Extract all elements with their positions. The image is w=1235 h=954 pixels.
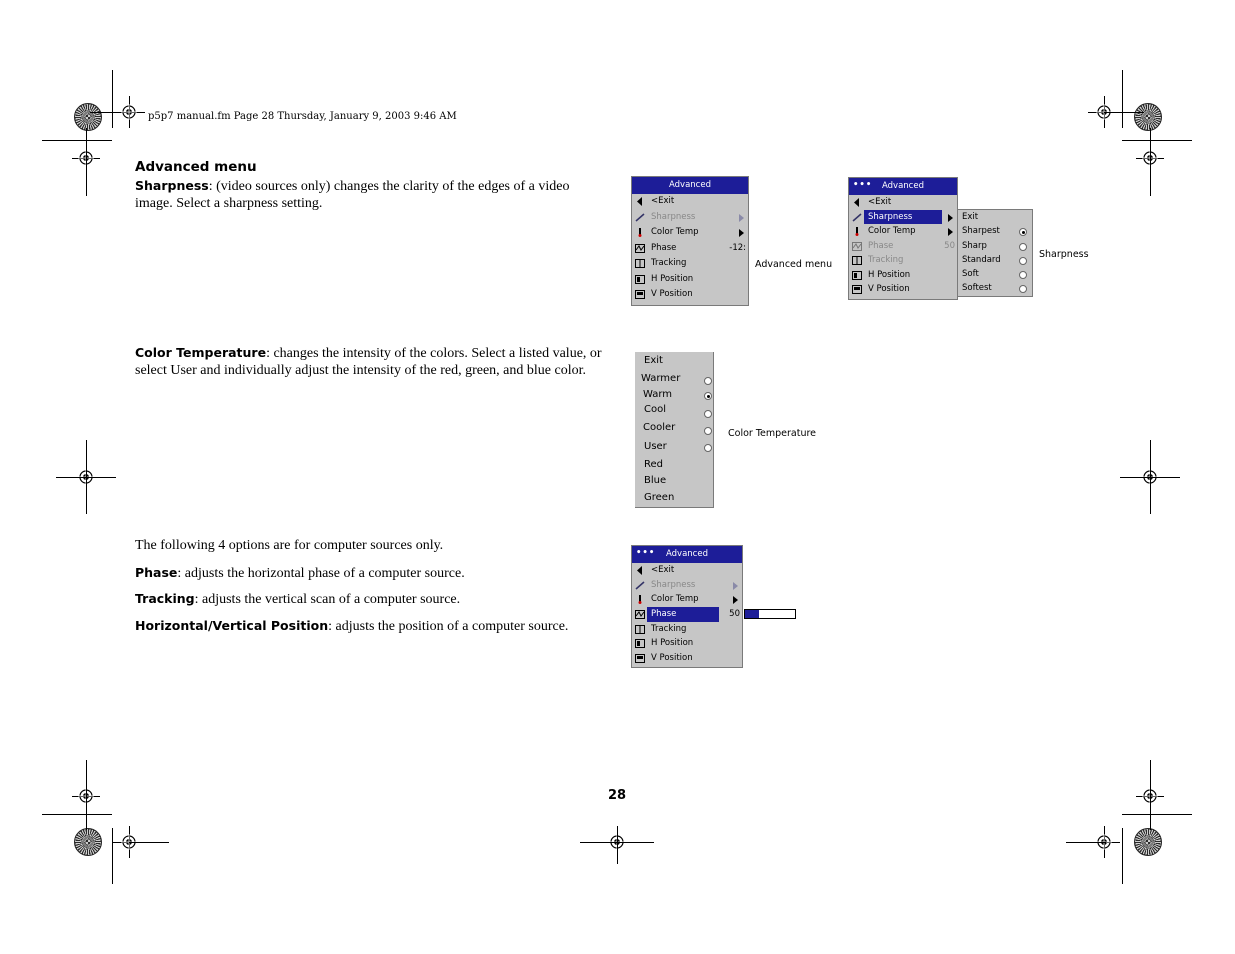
dots-icon: •••: [636, 548, 656, 558]
v-position-icon: [635, 654, 645, 663]
phase-icon: [635, 610, 645, 619]
submenu-arrow-icon: [733, 596, 738, 604]
submenu-arrow-icon: [733, 582, 738, 590]
back-arrow-icon: [635, 566, 645, 575]
submenu-arrow-icon: [739, 214, 744, 222]
thermometer-icon: [852, 227, 862, 236]
color-temperature-paragraph: [135, 344, 605, 379]
menu-item-v-position[interactable]: V Position: [632, 651, 742, 666]
starburst-target-icon: [1134, 828, 1162, 856]
sharpness-menu-screenshot: [848, 177, 958, 300]
h-position-icon: [635, 275, 645, 284]
menu-title: ••• Advanced: [632, 546, 742, 563]
phase-slider-fill: [745, 610, 759, 618]
v-position-icon: [635, 290, 645, 299]
color-temp-green[interactable]: Green: [644, 492, 675, 503]
color-temp-option-warmer[interactable]: Warmer: [641, 373, 681, 384]
menu-item-sharpness[interactable]: Sharpness: [849, 210, 957, 225]
crop-line: [42, 140, 112, 141]
h-position-icon: [635, 639, 645, 648]
crop-line: [42, 814, 112, 815]
file-header: p5p7 manual.fm Page 28 Thursday, January 9, 2003 9:46 AM: [148, 111, 457, 122]
crop-line: [86, 128, 87, 196]
crop-line: [1120, 477, 1180, 478]
brush-icon: [635, 213, 645, 222]
crop-line: [56, 477, 116, 478]
crop-line: [90, 112, 112, 113]
color-temp-option-cooler[interactable]: Cooler: [643, 422, 676, 433]
phase-icon: [635, 244, 645, 253]
caption-advanced-menu: Advanced menu: [755, 259, 833, 270]
menu-item-color-temp[interactable]: Color Temp: [849, 224, 957, 239]
menu-item-color-temp[interactable]: Color Temp: [632, 592, 742, 607]
menu-item-sharpness[interactable]: Sharpness: [632, 210, 748, 226]
crop-line: [1066, 842, 1106, 843]
caption-sharpness: Sharpness: [1039, 249, 1089, 260]
back-arrow-icon: [635, 197, 645, 206]
dots-icon: •••: [853, 180, 873, 190]
radio-icon: [704, 377, 712, 385]
color-temp-exit[interactable]: Exit: [644, 355, 663, 366]
phase-term: Phase: [135, 565, 178, 580]
thermometer-icon: [635, 228, 645, 237]
menu-item-exit[interactable]: <Exit: [632, 563, 742, 578]
tracking-term: Tracking: [135, 591, 195, 606]
color-temp-red[interactable]: Red: [644, 459, 663, 470]
tracking-text: : adjusts the vertical scan of a computer source.: [194, 592, 461, 607]
position-paragraph: [135, 617, 568, 635]
menu-item-tracking[interactable]: Tracking: [632, 622, 742, 637]
sharpness-option-sharpest[interactable]: Sharpest: [958, 224, 1032, 238]
menu-item-v-position[interactable]: V Position: [632, 287, 748, 303]
phase-value: 50: [729, 609, 740, 620]
menu-item-exit[interactable]: <Exit: [632, 194, 748, 210]
menu-title: Advanced: [632, 177, 748, 194]
phase-text: : adjusts the horizontal phase of a computer source.: [177, 566, 465, 581]
crop-line: [112, 828, 113, 884]
menu-item-h-position[interactable]: H Position: [849, 268, 957, 283]
radio-icon: [704, 427, 712, 435]
menu-item-color-temp[interactable]: Color Temp: [632, 225, 748, 241]
crop-line: [1122, 140, 1192, 141]
crop-line: [1150, 760, 1151, 830]
phase-slider[interactable]: [744, 609, 796, 619]
starburst-target-icon: [74, 103, 102, 131]
crop-line: [1150, 128, 1151, 196]
phase-value: -12:: [729, 242, 746, 253]
starburst-target-icon: [74, 828, 102, 856]
phase-value: 50: [944, 240, 955, 251]
submenu-arrow-icon: [948, 214, 953, 222]
sharpness-submenu: [957, 209, 1033, 297]
sharpness-term: Sharpness: [135, 178, 209, 193]
brush-icon: [852, 213, 862, 222]
radio-selected-icon: [1019, 228, 1027, 236]
crop-line: [112, 70, 113, 128]
h-position-icon: [852, 271, 862, 280]
sharpness-option-soft[interactable]: Soft: [958, 267, 1032, 281]
color-temp-option-warm[interactable]: Warm: [643, 389, 673, 400]
tracking-icon: [852, 256, 862, 265]
tracking-icon: [635, 625, 645, 634]
menu-item-exit[interactable]: <Exit: [849, 195, 957, 210]
radio-icon: [1019, 243, 1027, 251]
registration-target-icon: [121, 104, 137, 120]
color-temp-option-cool[interactable]: Cool: [644, 404, 666, 415]
v-position-icon: [852, 285, 862, 294]
menu-item-h-position[interactable]: H Position: [632, 636, 742, 651]
submenu-arrow-icon: [948, 228, 953, 236]
advanced-menu-screenshot: [631, 176, 749, 306]
brush-icon: [635, 581, 645, 590]
sharpness-option-sharp[interactable]: Sharp: [958, 239, 1032, 253]
radio-icon: [1019, 271, 1027, 279]
crop-line: [129, 842, 169, 843]
phase-menu-screenshot: [631, 545, 743, 668]
computer-note: The following 4 options are for computer sources only.: [135, 538, 444, 553]
submenu-arrow-icon: [739, 229, 744, 237]
radio-icon: [704, 444, 712, 452]
page-number: 28: [608, 788, 627, 803]
thermometer-icon: [635, 595, 645, 604]
crop-line: [86, 760, 87, 830]
sharpness-text: : (video sources only) changes the clarity of the edges of a video image. Select a sharpness setting.: [135, 179, 570, 211]
radio-icon: [704, 410, 712, 418]
sharpness-paragraph: [135, 177, 605, 212]
back-arrow-icon: [852, 198, 862, 207]
tracking-icon: [635, 259, 645, 268]
position-text: : adjusts the position of a computer source.: [328, 619, 569, 634]
menu-item-v-position[interactable]: V Position: [849, 282, 957, 297]
phase-paragraph: [135, 564, 465, 582]
sharpness-option-standard[interactable]: Standard: [958, 253, 1032, 267]
menu-item-phase[interactable]: Phase -12:: [632, 241, 748, 257]
sharpness-option-softest[interactable]: Softest: [958, 281, 1032, 295]
phase-icon: [852, 242, 862, 251]
color-temperature-text: : changes the intensity of the colors. Select a listed value, or select User and individually adjust the intensity of the red, green, and blue color.: [135, 346, 602, 378]
starburst-target-icon: [1134, 103, 1162, 131]
caption-color-temperature: Color Temperature: [728, 428, 817, 439]
crop-line: [617, 828, 618, 864]
menu-item-phase[interactable]: Phase 50: [632, 607, 742, 622]
menu-item-h-position[interactable]: H Position: [632, 272, 748, 288]
crop-line: [1122, 814, 1192, 815]
color-temp-option-user[interactable]: User: [644, 441, 667, 452]
tracking-paragraph: [135, 590, 460, 608]
crop-line: [1122, 828, 1123, 884]
section-heading: Advanced menu: [135, 159, 257, 175]
menu-item-sharpness[interactable]: Sharpness: [632, 578, 742, 593]
color-temperature-term: Color Temperature: [135, 345, 267, 360]
position-term: Horizontal/Vertical Position: [135, 618, 329, 633]
submenu-exit[interactable]: Exit: [962, 212, 979, 222]
radio-icon: [1019, 257, 1027, 265]
color-temp-blue[interactable]: Blue: [644, 475, 667, 486]
menu-title: ••• Advanced: [849, 178, 957, 195]
radio-icon: [1019, 285, 1027, 293]
crop-line: [1122, 70, 1123, 128]
menu-item-tracking[interactable]: Tracking: [632, 256, 748, 272]
color-temp-menu-screenshot: [635, 352, 714, 508]
crop-line: [1104, 112, 1144, 113]
menu-item-tracking[interactable]: Tracking: [849, 253, 957, 268]
radio-selected-icon: [704, 392, 712, 400]
menu-item-phase[interactable]: Phase 50: [849, 239, 957, 254]
